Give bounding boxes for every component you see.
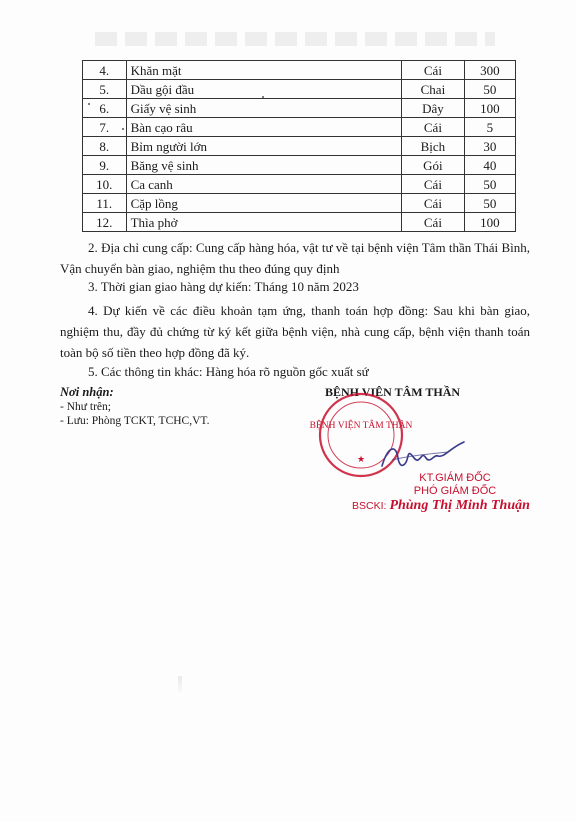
organization-name: BỆNH VIỆN TÂM THẦN	[325, 385, 461, 399]
signer-prefix: BSCKI:	[352, 500, 387, 512]
signer-role	[400, 472, 510, 498]
item-name-cell: Dầu gội đầu	[126, 80, 402, 99]
paragraph-delivery-time: 3. Thời gian giao hàng dự kiến: Tháng 10 năm 2023	[88, 279, 359, 294]
item-name-cell: Bàn cạo râu	[126, 118, 402, 137]
item-name-cell: Khăn mặt	[126, 61, 402, 80]
item-unit-cell: Cái	[402, 213, 465, 232]
item-unit-cell: Cái	[402, 194, 465, 213]
role-line-2: PHÓ GIÁM ĐỐC	[413, 485, 497, 497]
signer-name: Phùng Thị Minh Thuận	[389, 498, 530, 513]
table-row	[83, 156, 516, 175]
item-number-cell: 7.	[83, 118, 127, 137]
paragraph-other-info: 5. Các thông tin khác: Hàng hóa rõ nguồn gốc xuất sứ	[88, 364, 369, 379]
item-name-cell: Giấy vệ sinh	[126, 99, 402, 118]
items-table	[82, 60, 516, 232]
item-unit-cell: Cái	[402, 175, 465, 194]
bleed-through-text	[95, 32, 495, 46]
scan-speck	[122, 128, 124, 130]
scan-speck	[262, 96, 264, 98]
table-row	[83, 137, 516, 156]
table-row	[83, 99, 516, 118]
item-unit-cell: Bịch	[402, 137, 465, 156]
item-name-cell: Băng vệ sinh	[126, 156, 402, 175]
table-row	[83, 213, 516, 232]
table-row	[83, 61, 516, 80]
item-name-cell: Thìa phở	[126, 213, 402, 232]
item-quantity-cell: 50	[464, 194, 515, 213]
recipient-line: - Lưu: Phòng TCKT, TCHC,VT.	[60, 415, 210, 427]
item-number-cell: 6.	[83, 99, 127, 118]
item-quantity-cell: 100	[464, 213, 515, 232]
table-row	[83, 175, 516, 194]
items-table-body	[83, 61, 516, 232]
item-number-cell: 11.	[83, 194, 127, 213]
item-number-cell: 4.	[83, 61, 127, 80]
item-name-cell: Bỉm người lớn	[126, 137, 402, 156]
recipient-line: - Như trên;	[60, 401, 111, 413]
item-unit-cell: Chai	[402, 80, 465, 99]
item-quantity-cell: 300	[464, 61, 515, 80]
stamp-text-line1: BỆNH VIỆN TÂM THẦN	[309, 421, 413, 431]
item-unit-cell: Cái	[402, 61, 465, 80]
item-unit-cell: Cái	[402, 118, 465, 137]
paragraph-payment-terms: 4. Dự kiến về các điều khoản tạm ứng, thanh toán hợp đồng: Sau khi bàn giao, nghiệm thu, đầy đủ chứng từ ký kết giữa bệnh viện, nhà cung cấp, bệnh viện thanh toán toàn bộ số tiền theo hợp đồng đã ký.	[60, 303, 530, 360]
table-row	[83, 118, 516, 137]
item-number-cell: 8.	[83, 137, 127, 156]
item-quantity-cell: 100	[464, 99, 515, 118]
handwritten-signature	[378, 436, 468, 476]
item-quantity-cell: 30	[464, 137, 515, 156]
item-quantity-cell: 5	[464, 118, 515, 137]
recipients-heading: Nơi nhận:	[60, 385, 114, 399]
item-name-cell: Cặp lồng	[126, 194, 402, 213]
table-row	[83, 80, 516, 99]
item-number-cell: 9.	[83, 156, 127, 175]
item-quantity-cell: 50	[464, 80, 515, 99]
paragraph-delivery-address: 2. Địa chỉ cung cấp: Cung cấp hàng hóa, vật tư về tại bệnh viện Tâm thần Thái Bình, Vận chuyển bàn giao, nghiệm thu theo đúng quy định	[60, 240, 530, 276]
item-number-cell: 5.	[83, 80, 127, 99]
table-row	[83, 194, 516, 213]
recipients-block	[60, 385, 280, 428]
item-number-cell: 12.	[83, 213, 127, 232]
scan-smudge	[178, 676, 182, 692]
stamp-star-icon: ★	[356, 454, 366, 464]
item-unit-cell: Dây	[402, 99, 465, 118]
role-line-1: KT.GIÁM ĐỐC	[419, 472, 491, 484]
scan-speck	[88, 103, 90, 105]
item-name-cell: Ca canh	[126, 175, 402, 194]
item-quantity-cell: 40	[464, 156, 515, 175]
signer-name-line	[352, 498, 552, 514]
item-unit-cell: Gói	[402, 156, 465, 175]
item-number-cell: 10.	[83, 175, 127, 194]
item-quantity-cell: 50	[464, 175, 515, 194]
